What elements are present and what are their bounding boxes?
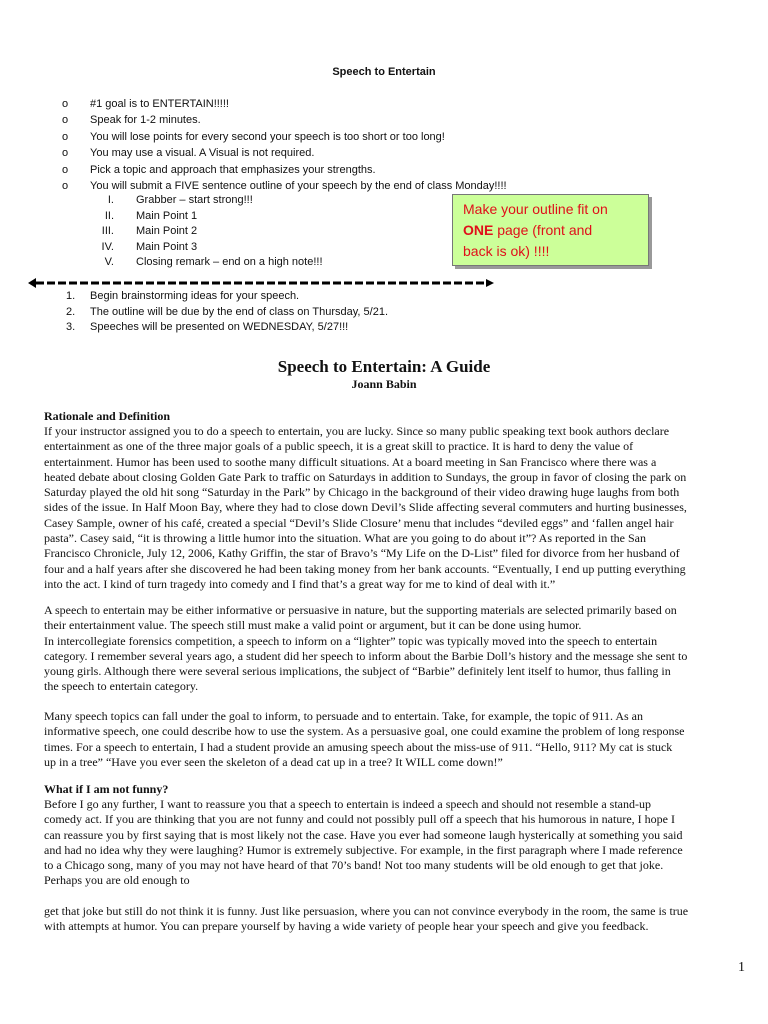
paragraph [44, 603, 724, 695]
list-item [62, 129, 507, 145]
outline-text: Grabber – start strong!!! [136, 194, 253, 206]
text-line: heated debate about closing Golden Gate Park to traffic on Saturdays in addition to Sundays, the group in favor of closing the park on [44, 469, 687, 484]
list-item [62, 96, 507, 112]
section-heading: Rationale and Definition [44, 409, 171, 423]
outline-numeral: II. [104, 209, 114, 222]
list-item-text: Pick a topic and approach that emphasizes your strengths. [90, 163, 376, 176]
text-line: four and a half years after she discovered he had been taking money from her bank accounts. “Eventually, I end up putting everything [44, 561, 686, 576]
outline-numeral: IV. [101, 240, 114, 253]
text-line: the speech to entertain category. [44, 679, 199, 694]
text-line: up in a tree” “Have you ever seen the skeleton of a dead cat up in a tree? It WILL come down!” [44, 754, 503, 769]
text-line: Perhaps you are old enough to [44, 873, 190, 888]
outline-text: Main Point 3 [136, 240, 198, 253]
list-item-text: You will submit a FIVE sentence outline of your speech by the end of class Monday!!!! [90, 179, 507, 192]
page-number: 1 [738, 960, 745, 975]
schedule-list [66, 289, 388, 336]
outline-text: Main Point 1 [136, 209, 198, 222]
dashed-arrow-divider [28, 277, 494, 289]
text-line: into the act. I kind of turn tragedy into comedy and I find that’s a great way for me to kind of deal with it.” [44, 576, 556, 591]
schedule-item [66, 305, 388, 321]
arrow-right-icon [486, 279, 494, 287]
text-line: pasta”. Casey said, “it is throwing a little humor into the situation. What are you going to do about it”? As reported in the San [44, 531, 646, 546]
schedule-item [66, 320, 388, 336]
list-item [62, 112, 507, 128]
list-item [62, 178, 507, 194]
text-line: entertainment. Humor has been used to soothe many difficult situations. At a board meeting in San Francisco where there was a [44, 454, 657, 469]
outline-note-callout [452, 194, 649, 266]
text-line: Francisco Chronicle, July 12, 2006, Kathy Griffin, the star of Bravo’s “My Life on the D-List” filed for divorce from her husband of [44, 546, 680, 561]
arrow-left-icon [28, 278, 36, 288]
text-line: category. I remember several years ago, a student did her speech to inform about the Barbie Doll’s history and the message she sent to [44, 648, 688, 663]
list-item [62, 145, 507, 161]
text-line: their entertainment value. The speech still must make a valid point or argument, but it can be done using humor. [44, 618, 582, 633]
guide-title: Speech to Entertain: A Guide [277, 357, 491, 376]
section-heading: What if I am not funny? [44, 782, 169, 796]
bullet-marker: o [62, 130, 69, 143]
text-line: entertainment as one of the three major goals of a public speech, it is a great skill to practice. It is hard to deny the value of [44, 439, 634, 454]
outline-item [80, 255, 323, 271]
bullet-marker: o [62, 179, 69, 192]
paragraph [44, 424, 724, 592]
list-item-text: Speak for 1-2 minutes. [90, 114, 201, 127]
text-line: can reassure you by first saying that is most likely not the case. Have you ever had someone laugh hysterically at something you said [44, 827, 683, 842]
text-line: young girls. Although there were several serious implications, the subject of “Barbie” definitely lent itself to humor, thus falling in [44, 664, 671, 679]
outline-text: Closing remark – end on a high note!!! [136, 256, 323, 269]
outline-list [80, 193, 323, 271]
outline-item [80, 240, 323, 256]
outline-numeral: I. [107, 194, 114, 206]
bullet-marker: o [62, 163, 69, 176]
outline-text: Main Point 2 [136, 225, 198, 238]
text-line: comedy act. If you are thinking that you are not funny and could not possibly pull off a speech that his humorous in nature, I hope I [44, 812, 675, 827]
text-line: sides of the issue. In Half Moon Bay, where they had to close down Devil’s Slide affecting several commuters and hurting businesses, [44, 500, 687, 515]
guide-author: Joann Babin [351, 377, 417, 391]
text-line: In intercollegiate forensics competition, a speech to inform on a “lighter” topic was typically moved into the speech to entertain [44, 633, 658, 648]
outline-numeral: III. [101, 225, 114, 238]
outline-numeral: V. [104, 256, 114, 269]
outline-item [80, 224, 323, 240]
text-line: to a Chicago song, many of you may not have heard of that 70’s band! Not too many students will be old enough to get that joke. [44, 858, 664, 873]
outline-item [80, 193, 323, 209]
schedule-number: 2. [66, 305, 76, 318]
bullet-marker: o [62, 98, 69, 110]
schedule-text: The outline will be due by the end of class on Thursday, 5/21. [90, 305, 388, 318]
schedule-item [66, 289, 388, 305]
text-line: Many speech topics can fall under the goal to inform, to persuade and to entertain. Take, for example, the topic of 911. As an [44, 709, 643, 723]
note-emphasis: ONE [463, 222, 494, 238]
note-line: Make your outline fit on [463, 201, 608, 217]
list-item-text: You will lose points for every second your speech is too short or too long! [90, 130, 445, 143]
text-line: times. For a speech to entertain, I had a student provide an amusing speech about the miss-use of 911. “Hello, 911? My cat is stuck [44, 739, 673, 754]
text-line: If your instructor assigned you to do a speech to entertain, you are lucky. Since so many public speaking text book authors declare [44, 424, 670, 438]
note-text: page (front and [493, 222, 593, 238]
text-line: Casey Sample, owner of his café, created a special “Devil’s Slide Closure’ menu that includes “deviled eggs” and ‘fallen angel hair [44, 515, 674, 530]
list-item-text: #1 goal is to ENTERTAIN!!!!! [90, 98, 229, 110]
bullet-marker: o [62, 147, 69, 160]
note-line: back is ok) !!!! [463, 243, 550, 259]
text-line: get that joke but still do not think it is funny. Just like persuasion, where you can not convince everybody in the room, the same is true [44, 904, 689, 918]
requirements-list [62, 96, 507, 194]
paragraph [44, 797, 724, 889]
list-item-text: You may use a visual. A Visual is not required. [90, 147, 315, 160]
paragraph [44, 709, 724, 770]
text-line: A speech to entertain may be either informative or persuasive in nature, but the supporting materials are selected primarily based on [44, 603, 677, 617]
outline-item [80, 209, 323, 225]
schedule-number: 3. [66, 321, 76, 333]
paragraph [44, 904, 724, 935]
schedule-text: Speeches will be presented on WEDNESDAY, 5/27!!! [90, 321, 349, 333]
text-line: informative speech, one could describe how to use the system. As a persuasive goal, one could examine the problem of long response [44, 724, 685, 739]
bullet-marker: o [62, 114, 69, 127]
schedule-text: Begin brainstorming ideas for your speech. [90, 290, 300, 302]
text-line: Saturday played the old hit song “Saturday in the Park” by Chicago in the background of their video drawing huge laughs from both [44, 485, 680, 500]
schedule-number: 1. [66, 290, 76, 302]
list-item [62, 162, 507, 178]
text-line: Before I go any further, I want to reassure you that a speech to entertain is indeed a speech and should not resemble a stand-up [44, 797, 651, 811]
note-line [463, 220, 638, 241]
text-line: with attempts at humor. You can prepare yourself by having a wide variety of people hear your speech and give you feedback. [44, 919, 649, 934]
text-line: and had no idea why they were laughing? Humor is extremely subjective. For example, in the first paragraph where I made reference [44, 842, 683, 857]
handout-title: Speech to Entertain [332, 66, 436, 78]
